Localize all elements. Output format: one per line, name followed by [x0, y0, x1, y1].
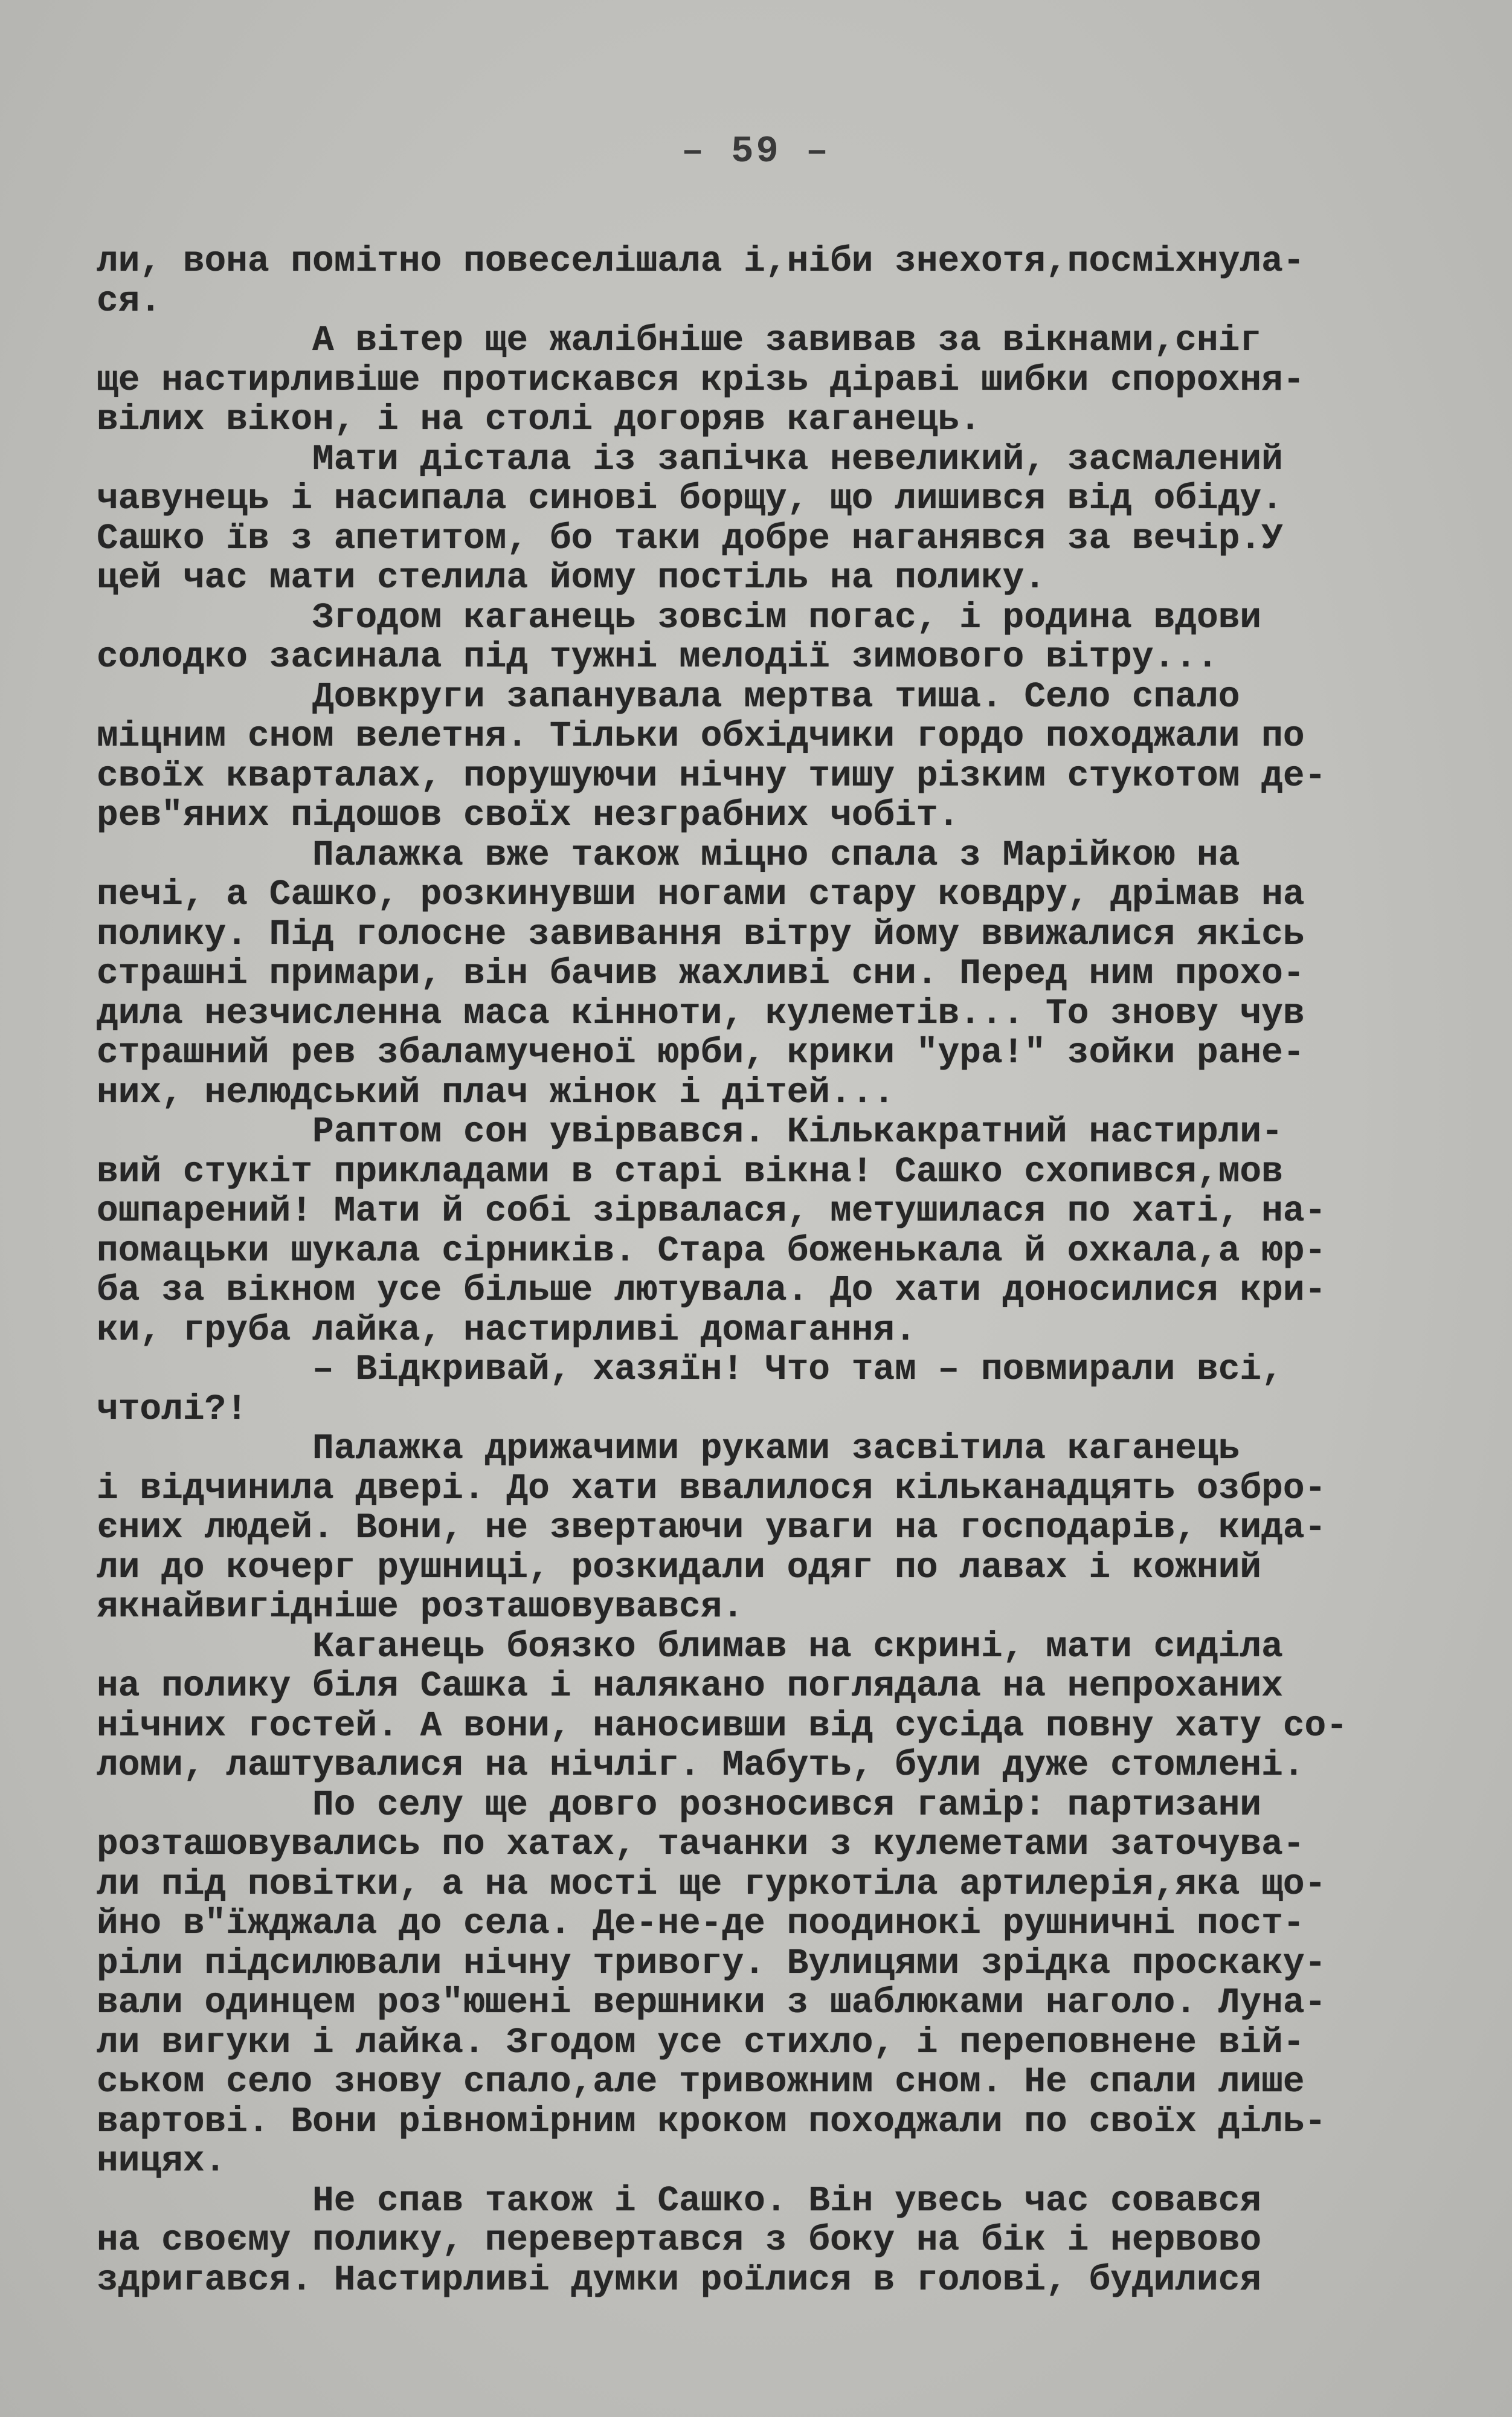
text-line: єних людей. Вони, не звертаючи уваги на господарів, кида-	[97, 1507, 1327, 1548]
text-line: вартові. Вони рівномірним кроком походжали по своїх діль-	[97, 2100, 1327, 2142]
text-line: Не спав також і Сашко. Він увесь час совався	[97, 2180, 1262, 2221]
text-line: Довкруги запанувала мертва тиша. Село спало	[97, 676, 1240, 717]
text-line: Сашко їв з апетитом, бо таки добре наганявся за вечір.У	[97, 517, 1283, 559]
text-line: ба за вікном усе більше лютувала. До хати доносилися кри-	[97, 1270, 1327, 1311]
text-line: своїх кварталах, порушуючи нічну тишу різким стукотом де-	[97, 755, 1327, 796]
text-line: на своєму полику, перевертався з боку на бік і нервово	[97, 2219, 1262, 2260]
text-line: нічних гостей. А вони, наносивши від сусіда повну хату со-	[97, 1705, 1348, 1746]
text-line: вий стукіт прикладами в старі вікна! Сашко схопився,мов	[97, 1150, 1283, 1192]
text-line: рев"яних підошов своїх незграбних чобіт.	[97, 795, 960, 836]
text-line: здригався. Настирливі думки роїлися в голові, будилися	[97, 2259, 1262, 2300]
text-line: помацьки шукала сірників. Стара боженькала й охкала,а юр-	[97, 1230, 1327, 1271]
text-line: А вітер ще жалібніше завивав за вікнами,сніг	[97, 320, 1262, 361]
text-line: чтолі?!	[97, 1388, 248, 1430]
text-line: йно в"їжджала до села. Де-не-де поодинокі рушничні пост-	[97, 1903, 1305, 1944]
text-line: ки, груба лайка, настирливі домагання.	[97, 1309, 916, 1350]
text-line: ошпарений! Мати й собі зірвалася, метушилася по хаті, на-	[97, 1190, 1327, 1231]
text-line: ли під повітки, а на мості ще гуркотіла артилерія,яка що-	[97, 1863, 1327, 1905]
text-line: ськом село знову спало,але тривожним сном. Не спали лише	[97, 2061, 1305, 2102]
text-line: ли, вона помітно повеселішала і,ніби знехотя,посміхнула-	[97, 240, 1305, 282]
text-line: Мати дістала із запічка невеликий, засмалений	[97, 438, 1283, 480]
page-number: – 59 –	[681, 130, 831, 173]
text-line: Палажка дрижачими руками засвітила каганець	[97, 1428, 1240, 1469]
text-line: страшний рев збаламученої юрби, крики "ура!" зойки ране-	[97, 1032, 1305, 1073]
text-line: якнайвигідніше розташовувався.	[97, 1586, 744, 1627]
text-line: солодко засинала під тужні мелодії зимового вітру...	[97, 636, 1218, 677]
text-line: міцним сном велетня. Тільки обхідчики гордо походжали по	[97, 715, 1305, 757]
text-line: По селу ще довго розносився гамір: партизани	[97, 1784, 1262, 1825]
body-text	[97, 242, 1444, 2300]
text-line: ріли підсилювали нічну тривогу. Вулицями зрідка проскаку-	[97, 1942, 1327, 1984]
text-line: полику. Під голосне завивання вітру йому ввижалися якісь	[97, 913, 1305, 955]
text-line: на полику біля Сашка і налякано поглядала на непроханих	[97, 1665, 1283, 1706]
text-line: і відчинила двері. До хати ввалилося кільканадцять озбро-	[97, 1467, 1327, 1509]
text-line: ницях.	[97, 2140, 227, 2181]
text-line: ли вигуки і лайка. Згодом усе стихло, і переповнене вій-	[97, 2021, 1305, 2063]
text-line: Каганець боязко блимав на скрині, мати сиділа	[97, 1625, 1283, 1667]
text-line: печі, а Сашко, розкинувши ногами стару ковдру, дрімав на	[97, 874, 1305, 915]
text-line: ли до кочерг рушниці, розкидали одяг по лавах і кожний	[97, 1546, 1262, 1588]
text-line: Палажка вже також міцно спала з Марійкою на	[97, 834, 1240, 876]
text-line: страшні примари, він бачив жахливі сни. Перед ним прохо-	[97, 953, 1305, 994]
text-line: них, нелюдський плач жінок і дітей...	[97, 1071, 895, 1113]
text-line: Раптом сон увірвався. Кількакратний настирли-	[97, 1111, 1283, 1152]
text-line: чавунець і насипала синові борщу, що лишився від обіду.	[97, 478, 1283, 519]
text-line: – Відкривай, хазяїн! Что там – повмирали всі,	[97, 1349, 1283, 1390]
text-line: ломи, лаштувалися на нічліг. Мабуть, були дуже стомлені.	[97, 1744, 1305, 1786]
text-line: вали одинцем роз"юшені вершники з шаблюками наголо. Луна-	[97, 1982, 1327, 2023]
text-line: розташовувались по хатах, тачанки з кулеметами заточува-	[97, 1824, 1305, 1865]
text-line: ще настирливіше протискався крізь діраві шибки спорохня-	[97, 359, 1305, 401]
text-line: дила незчисленна маса кінноти, кулеметів... То знову чув	[97, 992, 1305, 1034]
text-line: вілих вікон, і на столі догоряв каганець.	[97, 399, 981, 440]
text-line: ся.	[97, 280, 162, 321]
text-line: Згодом каганець зовсім погас, і родина вдови	[97, 596, 1262, 638]
text-line: цей час мати стелила йому постіль на полику.	[97, 557, 1046, 598]
